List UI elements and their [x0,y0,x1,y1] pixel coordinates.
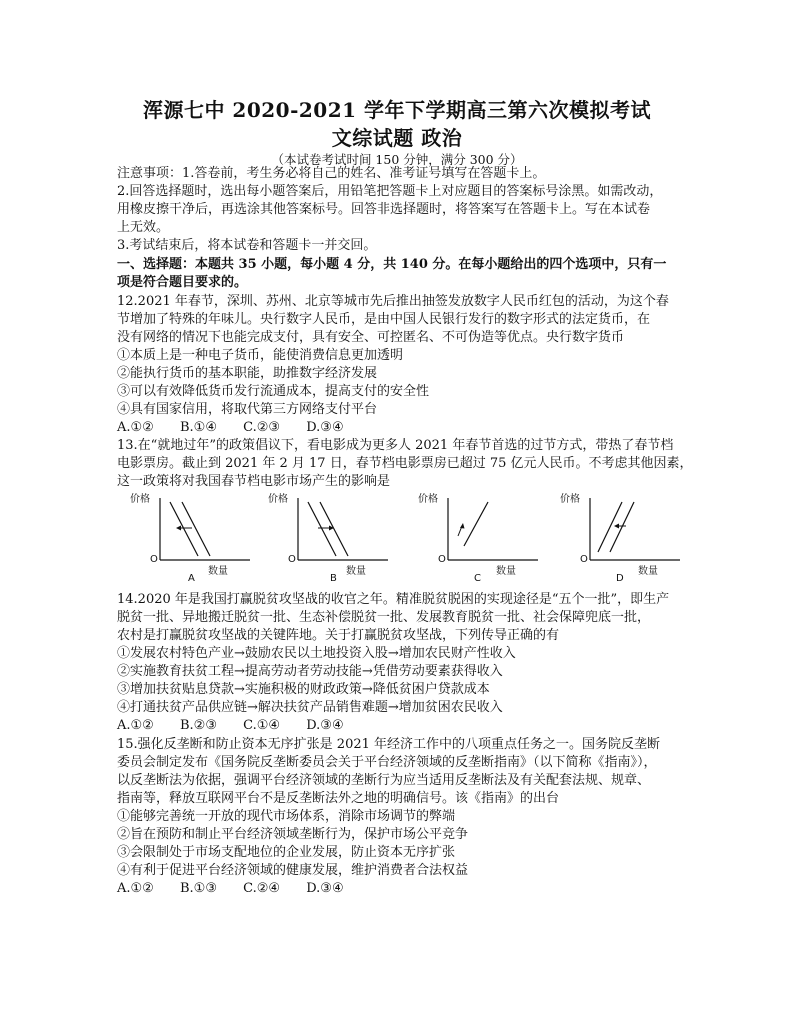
q12-stem-line-3: 没有网络的情况下也能完成支付，具有安全、可控匿名、不可伪造等优点。央行数字货币 [117,330,625,345]
graph-a-arrow-head [176,526,181,531]
q15-stem-line-2: 委员会制定发布《国务院反垄断委员会关于平台经济领域的反垄断指南》（以下简称《指南》）， [117,755,657,770]
q15-item-3: ③会限制处于市场支配地位的企业发展，防止资本无序扩张 [117,845,456,860]
graph-a-demand-curve-1 [170,502,198,556]
graph-d-y-label: 价格 [560,494,580,505]
q12-item-2: ②能执行货币的基本职能，助推数字经济发展 [117,366,378,381]
q13-graph-b-letter[interactable]: B [330,573,337,584]
q13-graph-d-svg [570,490,700,590]
exam-duration-note: （本试卷考试时间 150 分钟，满分 300 分） [271,152,523,167]
q15-item-4: ④有利于促进平台经济领域的健康发展，维护消费者合法权益 [117,863,469,878]
graph-b-y-label: 价格 [268,494,288,505]
notes-line-1: 注意事项：1.答卷前，考生务必将自己的姓名、准考证号填写在答题卡上。 [117,166,546,181]
q15-option-d[interactable]: D.③④ [306,881,344,896]
q14-option-b[interactable]: B.②③ [179,718,217,733]
q13-stem-line-3: 这一政策将对我国春节档电影市场产生的影响是 [117,474,391,489]
graph-c-supply-curve [464,502,488,546]
q14-item-4: ④打通扶贫产品供应链→解决扶贫产品销售难题→增加贫困农民收入 [117,700,503,715]
exam-title: 浑源七中 2020-2021 学年下学期高三第六次模拟考试 [142,98,652,122]
q12-stem-line-1: 12.2021 年春节，深圳、苏州、北京等城市先后推出抽签发放数字人民币红包的活动，为这个春 [117,294,669,309]
q14-item-3: ③增加扶贫贴息贷款→实施积极的财政政策→降低贫困户贷款成本 [117,682,490,697]
q12-option-d[interactable]: D.③④ [306,420,344,435]
q13-graph-c [418,490,558,590]
q14-stem-line-3: 农村是打赢脱贫攻坚战的关键阵地。关于打赢脱贫攻坚战，下列传导正确的有 [117,628,560,643]
graph-a-x-label: 数量 [208,566,228,577]
graph-c-x-label: 数量 [496,566,516,577]
graph-a-demand-curve-2 [182,502,210,556]
section-heading-line-1: 一、选择题：本题共 35 小题，每小题 4 分，共 140 分。在每小题给出的四个选项中，只有一 [117,257,667,272]
graph-d-x-label: 数量 [638,566,658,577]
q13-graph-b-svg [278,490,408,590]
graph-c-arrow-head [460,523,465,529]
q14-options [117,717,366,735]
q15-stem-line-3: 以反垄断法为依据，强调平台经济领域的垄断行为应当适用反垄断法及有关配套法规、规章、 [117,773,651,788]
q13-stem-line-1: 13.在“就地过年”的政策倡议下，看电影成为更多人 2021 年春节首选的过节方式，带热了春节档 [117,438,674,453]
q15-option-b[interactable]: B.①③ [179,881,217,896]
notes-line-5: 3.考试结束后，将本试卷和答题卡一并交回。 [117,238,377,253]
q12-item-1: ①本质上是一种电子货币，能使消费信息更加透明 [117,348,404,363]
q15-item-1: ①能够完善统一开放的现代市场体系，消除市场调节的弊端 [117,809,456,824]
q12-options [117,419,366,437]
q15-stem-line-4: 指南等，释放互联网平台不是反垄断法外之地的明确信号。该《指南》的出台 [117,791,560,806]
q14-item-1: ①发展农村特色产业→鼓励农民以土地投资入股→增加农民财产性收入 [117,646,516,661]
graph-b-origin: O [288,554,296,565]
notes-line-4: 上无效。 [117,220,170,235]
graph-a-y-label: 价格 [130,494,150,505]
notes-line-3: 用橡皮擦干净后，再选涂其他答案标号。回答非选择题时，将答案写在答题卡上。写在本试卷 [117,202,651,217]
q14-item-2: ②实施教育扶贫工程→提高劳动者劳动技能→凭借劳动要素获得收入 [117,664,503,679]
q13-graph-c-letter[interactable]: C [474,573,481,584]
graph-b-arrow-head [329,526,334,531]
graph-d-origin: O [580,554,588,565]
graph-c-y-label: 价格 [418,494,438,505]
q13-graph-a-letter[interactable]: A [188,573,195,584]
notes-line-2: 2.回答选择题时，选出每小题答案后，用铅笔把答题卡上对应题目的答案标号涂黑。如需改动， [117,184,663,199]
graph-b-x-label: 数量 [346,566,366,577]
q13-stem-line-2: 电影票房。截止到 2021 年 2 月 17 日，春节档电影票房已超过 75 亿元人民币。不考虑其他因素， [117,456,693,471]
graph-b-demand-curve-2 [320,502,348,556]
q15-item-2: ②旨在预防和制止平台经济领域垄断行为，保护市场公平竞争 [117,827,469,842]
q12-item-3: ③可以有效降低货币发行流通成本，提高支付的安全性 [117,384,430,399]
q12-option-a[interactable]: A.①② [117,420,154,435]
q12-stem-line-2: 节增加了特殊的年味儿。央行数字人民币，是由中国人民银行发行的数字形式的法定货币，在 [117,312,651,327]
graph-a-origin: O [150,554,158,565]
q13-graph-a-svg [140,490,270,590]
q14-stem-line-2: 脱贫一批、异地搬迁脱贫一批、生态补偿脱贫一批、发展教育脱贫一批、社会保障兜底一批， [117,610,651,625]
q14-stem-line-1: 14.2020 年是我国打赢脱贫攻坚战的收官之年。精准脱贫脱困的实现途径是“五个一批”，即生产 [117,592,670,607]
q13-graph-c-svg [428,490,558,590]
section-heading-line-2: 项是符合题目要求的。 [117,275,248,290]
q14-option-d[interactable]: D.③④ [306,718,344,733]
q13-graph-d [560,490,700,590]
graph-d-supply-curve-2 [610,502,634,552]
q14-option-a[interactable]: A.①② [117,718,154,733]
q15-option-c[interactable]: C.②④ [243,881,281,896]
q15-option-a[interactable]: A.①② [117,881,154,896]
q12-item-4: ④具有国家信用，将取代第三方网络支付平台 [117,402,378,417]
q15-options [117,880,366,898]
q12-option-b[interactable]: B.①④ [179,420,217,435]
q12-option-c[interactable]: C.②③ [243,420,281,435]
graph-d-arrow-head [614,524,619,529]
q13-graph-b [268,490,408,590]
q13-graph-a [130,490,270,590]
q13-graph-d-letter[interactable]: D [616,573,624,584]
exam-subject-title: 文综试题 政治 [331,126,463,150]
q15-stem-line-1: 15.强化反垄断和防止资本无序扩张是 2021 年经济工作中的八项重点任务之一。国务院反垄断 [117,737,661,752]
q14-option-c[interactable]: C.①④ [243,718,281,733]
graph-c-origin: O [438,554,446,565]
